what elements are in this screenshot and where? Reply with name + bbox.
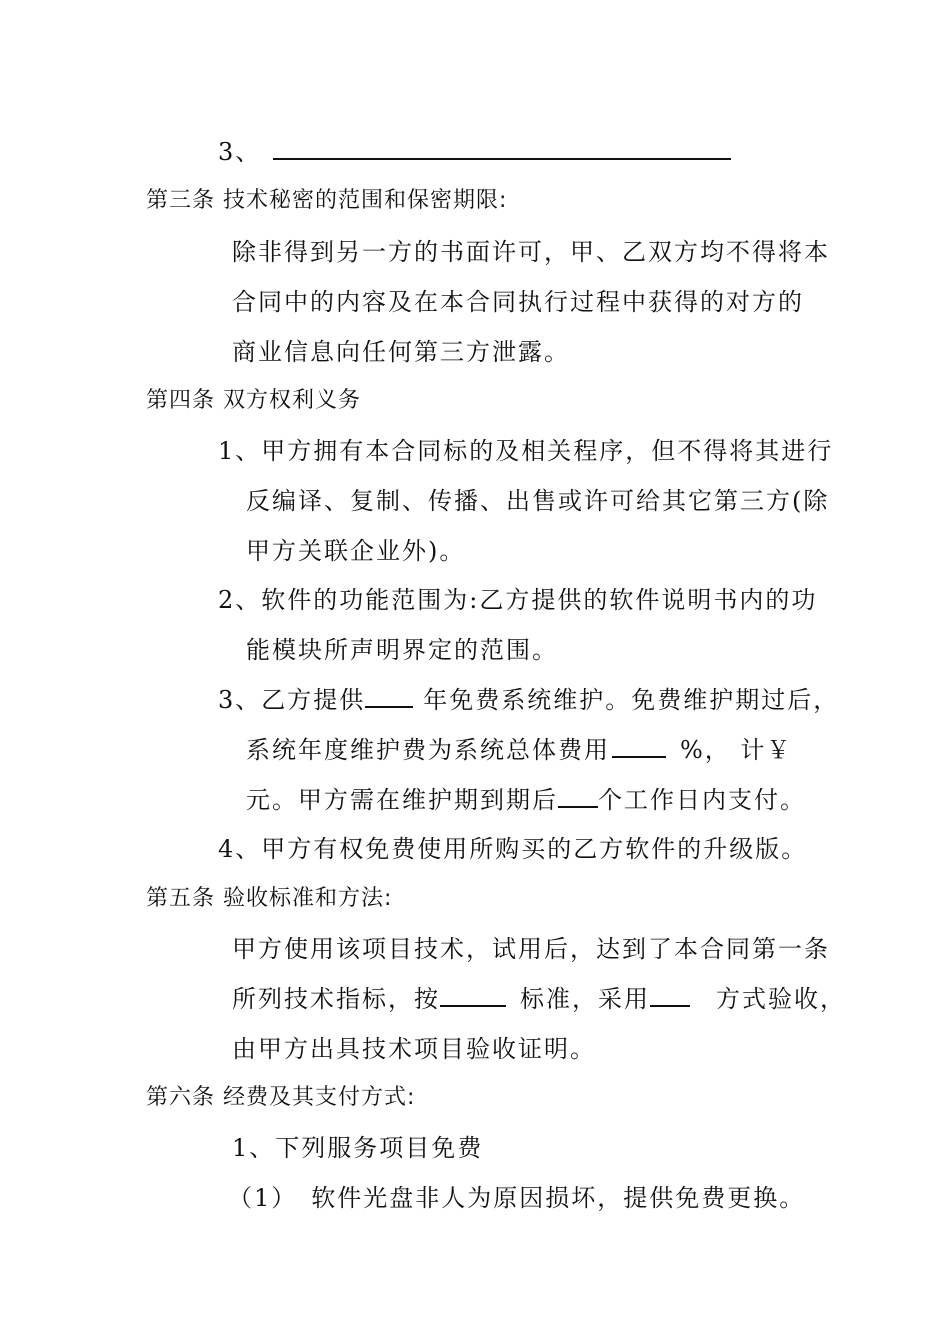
article-6-title: 第六条 经费及其支付方式: [146,1085,416,1110]
text: 个工作日内支付。 [598,786,806,814]
article-5-line-2 [232,983,846,1015]
article-4-item-3-line-1 [218,684,839,716]
text: 年免费系统维护。免费维护期过后， [423,686,840,714]
text: 方式验收， [716,985,846,1013]
article-5-title: 第五条 验收标准和方法: [146,886,393,911]
article-5-line-3: 由甲方出具技术项目验收证明。 [232,1035,596,1063]
article-4-title: 第四条 双方权利义务 [146,388,361,413]
article-3-line-1: 除非得到另一方的书面许可，甲、乙双方均不得将本 [232,238,830,266]
text: 元。甲方需在维护期到期后 [246,786,558,814]
blank-field[interactable] [273,136,731,160]
article-4-item-3-line-3 [246,784,806,816]
blank-percent[interactable] [612,734,666,758]
text: 3、乙方提供 [218,686,366,714]
sub-item-number: （1） [228,1184,298,1212]
text: 系统年度维护费为系统总体费用 [246,736,610,764]
article-4-item-3-line-2 [246,734,792,766]
article-4-item-1-line-2: 反编译、复制、传播、出售或许可给其它第三方(除 [246,487,830,515]
article-3-line-3: 商业信息向任何第三方泄露。 [232,338,570,366]
blank-method[interactable] [650,983,690,1007]
sub-item-text: 软件光盘非人为原因损坏，提供免费更换。 [311,1184,806,1212]
item-number: 3、 [218,138,262,166]
article-4-item-4: 4、甲方有权免费使用所购买的乙方软件的升级版。 [218,835,808,863]
article-5-line-1: 甲方使用该项目技术，试用后，达到了本合同第一条 [232,935,830,963]
article-4-item-2-line-2: 能模块所声明界定的范围。 [246,636,558,664]
article-6-item-1: 1、下列服务项目免费 [232,1134,484,1162]
article-6-sub-item-1 [228,1182,805,1214]
blank-years[interactable] [365,684,413,708]
text: 所列技术指标，按 [232,985,440,1013]
text: %， 计￥ [680,736,793,764]
article-4-item-2-line-1: 2、软件的功能范围为:乙方提供的软件说明书内的功 [218,586,818,614]
blank-standard[interactable] [440,983,506,1007]
article-4-item-1-line-1: 1、甲方拥有本合同标的及相关程序，但不得将其进行 [218,437,834,465]
article-3-line-2: 合同中的内容及在本合同执行过程中获得的对方的 [232,288,804,316]
text: 标准，采用 [520,985,650,1013]
article-3-title: 第三条 技术秘密的范围和保密期限: [146,188,508,213]
item-3-top [218,136,731,168]
blank-days[interactable] [558,784,598,808]
article-4-item-1-line-3: 甲方关联企业外)。 [246,537,466,565]
